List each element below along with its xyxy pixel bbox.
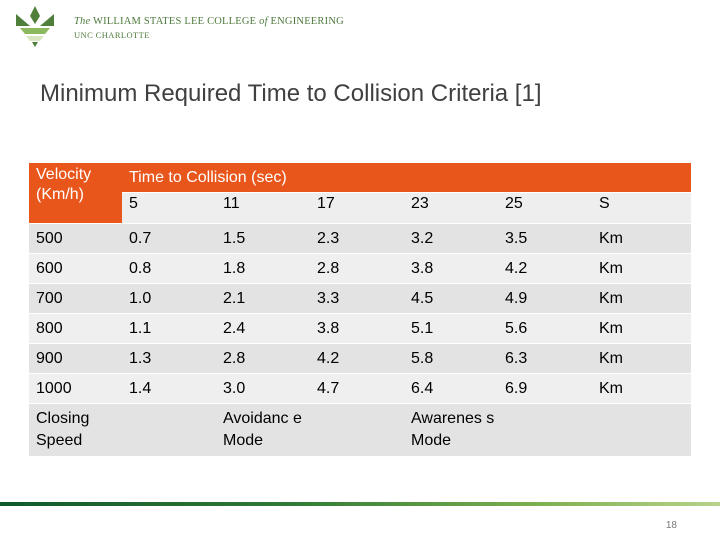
- table-cell: 1.8: [216, 254, 310, 284]
- table-footer-row: [29, 404, 691, 457]
- college-of: of: [259, 16, 268, 27]
- ttc-table-wrapper: [29, 162, 691, 456]
- table-cell: 4.7: [310, 374, 404, 404]
- table-cell: 2.4: [216, 314, 310, 344]
- subheader-cell: 11: [216, 193, 310, 224]
- table-header-row: [29, 163, 691, 193]
- table-cell: Km: [592, 224, 691, 254]
- table-cell: 6.3: [498, 344, 592, 374]
- subheader-cell: 17: [310, 193, 404, 224]
- table-cell: 4.2: [310, 344, 404, 374]
- table-cell: 1.5: [216, 224, 310, 254]
- table-cell: Km: [592, 344, 691, 374]
- subheader-cell: S: [592, 193, 691, 224]
- table-cell: 2.3: [310, 224, 404, 254]
- footer-cell: Avoidanc e Mode: [216, 404, 310, 457]
- footer-cell: [122, 404, 216, 457]
- table-cell: 6.9: [498, 374, 592, 404]
- table-cell: Km: [592, 254, 691, 284]
- college-logo-icon: [12, 4, 58, 48]
- footer-cell: [498, 404, 592, 457]
- ttc-table: [29, 162, 691, 456]
- subheader-cell: 25: [498, 193, 592, 224]
- table-row: [29, 344, 691, 374]
- table-cell: 3.0: [216, 374, 310, 404]
- college-name-main: WILLIAM STATES LEE COLLEGE: [93, 16, 257, 27]
- table-cell: 4.9: [498, 284, 592, 314]
- table-cell: Km: [592, 374, 691, 404]
- footer-cell: Awarenes s Mode: [404, 404, 498, 457]
- university-name: UNC CHARLOTTE: [74, 30, 150, 40]
- table-cell: 3.8: [404, 254, 498, 284]
- header-velocity: Velocity (Km/h): [29, 163, 122, 224]
- velocity-cell: 900: [29, 344, 122, 374]
- velocity-cell: 600: [29, 254, 122, 284]
- table-cell: 4.5: [404, 284, 498, 314]
- table-cell: 0.7: [122, 224, 216, 254]
- table-cell: 3.2: [404, 224, 498, 254]
- table-subheader-row: [29, 193, 691, 224]
- subheader-cell: 5: [122, 193, 216, 224]
- table-cell: 2.1: [216, 284, 310, 314]
- table-row: [29, 224, 691, 254]
- velocity-cell: 1000: [29, 374, 122, 404]
- velocity-cell: 800: [29, 314, 122, 344]
- footer-cell: Closing Speed: [29, 404, 122, 457]
- college-dept: ENGINEERING: [270, 16, 344, 27]
- page-number: 18: [665, 520, 677, 531]
- table-cell: 3.8: [310, 314, 404, 344]
- table-cell: 2.8: [216, 344, 310, 374]
- velocity-cell: 700: [29, 284, 122, 314]
- table-cell: 5.6: [498, 314, 592, 344]
- table-cell: 5.8: [404, 344, 498, 374]
- header-time-to-collision: Time to Collision (sec): [122, 163, 691, 193]
- slide-title: Minimum Required Time to Collision Criteria [1]: [40, 80, 542, 107]
- table-cell: 3.5: [498, 224, 592, 254]
- table-cell: 6.4: [404, 374, 498, 404]
- footer-area: [8, 507, 714, 540]
- footer-green-rule: [0, 502, 720, 506]
- table-cell: Km: [592, 314, 691, 344]
- table-cell: 1.1: [122, 314, 216, 344]
- college-header: [0, 0, 720, 52]
- college-name: [74, 16, 344, 27]
- table-cell: Km: [592, 284, 691, 314]
- velocity-cell: 500: [29, 224, 122, 254]
- table-row: [29, 374, 691, 404]
- table-cell: 2.8: [310, 254, 404, 284]
- table-row: [29, 284, 691, 314]
- table-cell: 5.1: [404, 314, 498, 344]
- table-cell: 3.3: [310, 284, 404, 314]
- footer-cell: [592, 404, 691, 457]
- table-cell: 4.2: [498, 254, 592, 284]
- table-cell: 1.4: [122, 374, 216, 404]
- table-cell: 1.0: [122, 284, 216, 314]
- table-cell: 0.8: [122, 254, 216, 284]
- college-prefix: The: [74, 16, 91, 27]
- subheader-cell: 23: [404, 193, 498, 224]
- table-cell: 1.3: [122, 344, 216, 374]
- table-row: [29, 314, 691, 344]
- table-row: [29, 254, 691, 284]
- footer-cell: [310, 404, 404, 457]
